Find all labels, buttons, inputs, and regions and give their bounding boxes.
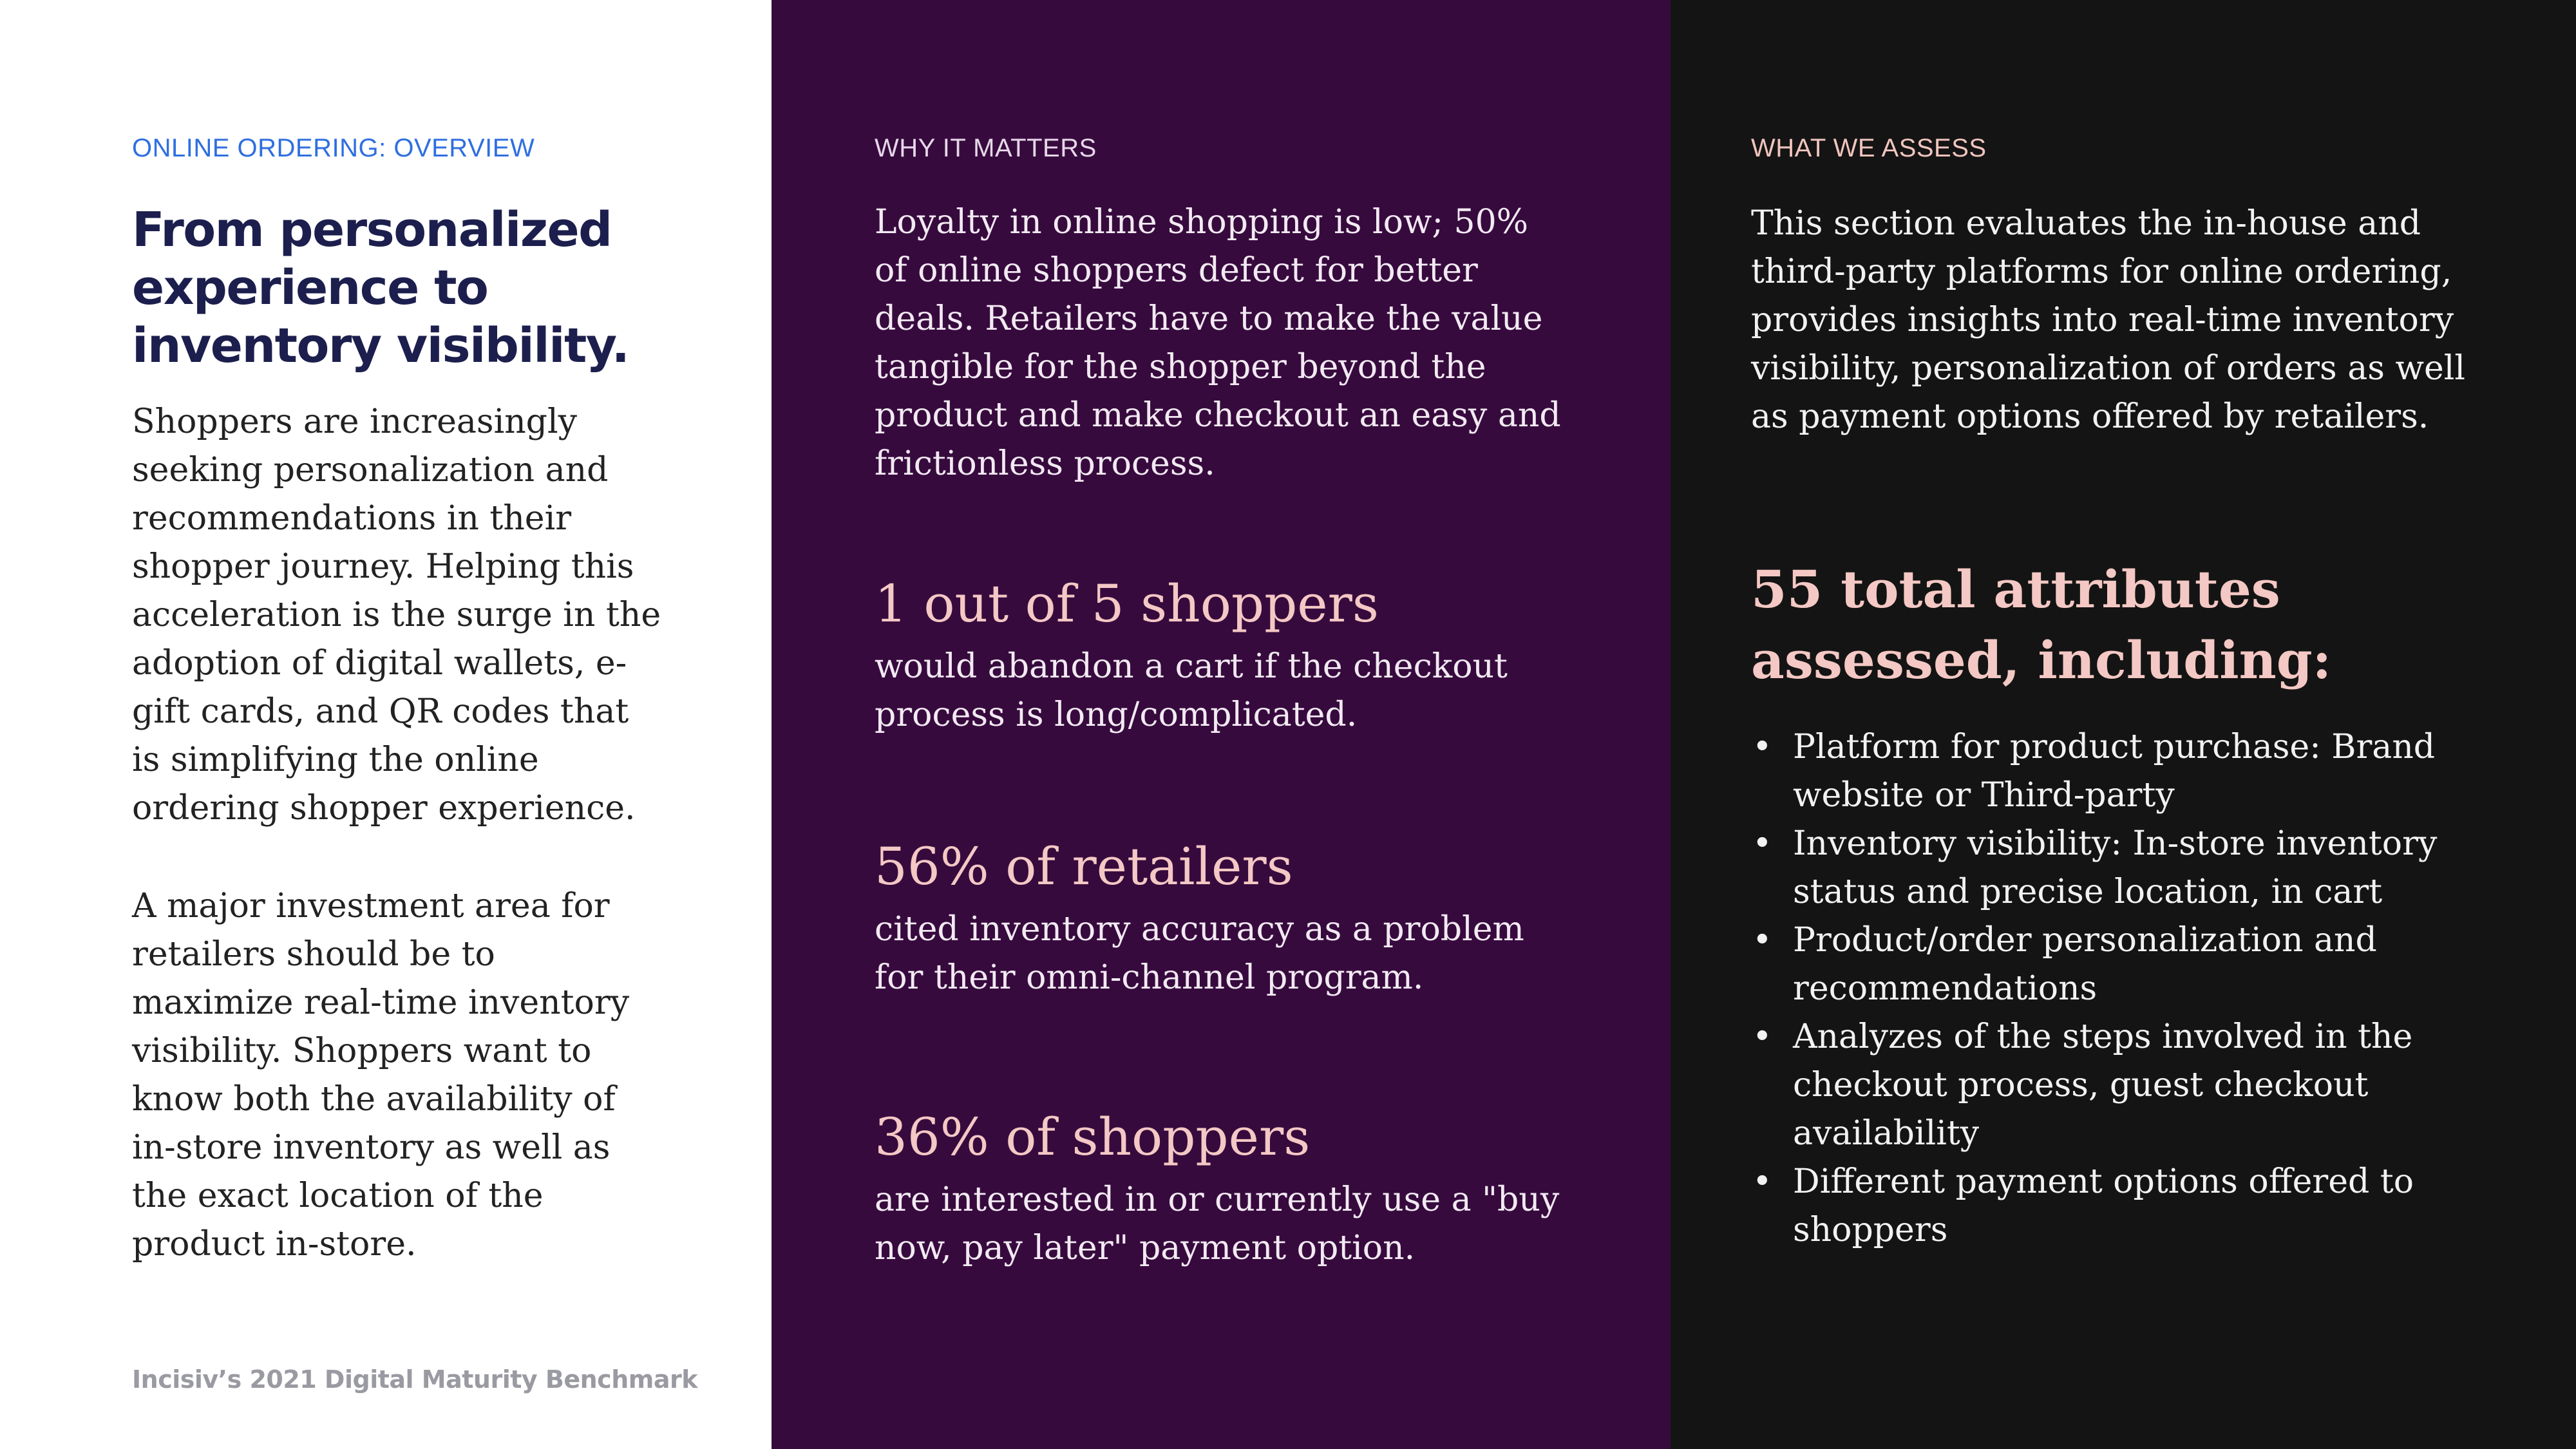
overview-paragraph-2: A major investment area for retailers should be to maximize real-time inventory visibility. Shoppers want to know both the availability of in-store inventory as well as the exact location of the product in-store. xyxy=(132,887,630,1264)
bullet-icon: • xyxy=(1752,1018,1772,1056)
list-item-text: Product/order personalization and recommendations xyxy=(1793,921,2377,1008)
stat-description: cited inventory accuracy as a problem for their omni-channel program. xyxy=(875,910,1524,997)
list-item xyxy=(1751,916,2492,1013)
what-we-assess-kicker: WHAT WE ASSESS xyxy=(1751,134,1987,162)
list-item xyxy=(1751,820,2492,916)
stat-value: 1 out of 5 shoppers xyxy=(875,574,1379,634)
list-item xyxy=(1751,1013,2492,1158)
bullet-icon: • xyxy=(1752,921,1772,960)
list-item xyxy=(1751,1158,2492,1255)
stat-value: 56% of retailers xyxy=(875,837,1293,896)
list-item-text: Platform for product purchase: Brand website or Third-party xyxy=(1793,728,2436,815)
overview-paragraph-1: Shoppers are increasingly seeking personalization and recommendations in their shopper journey. Helping this acceleration is the surge in the adoption of digital wallets, e-gift cards, and QR codes that is simplifying the online ordering shopper experience. xyxy=(132,402,661,828)
footer-source: Incisiv’s 2021 Digital Maturity Benchmark xyxy=(132,1365,698,1394)
list-item-text: Analyzes of the steps involved in the checkout process, guest checkout availability xyxy=(1793,1018,2413,1153)
list-item-text: Inventory visibility: In-store inventory status and precise location, in cart xyxy=(1793,824,2438,911)
why-it-matters-intro: Loyalty in online shopping is low; 50% of online shoppers defect for better deals. Retailers have to make the value tangible for the shopper beyond the product and make checkout an easy and frictionless process. xyxy=(875,203,1561,483)
bullet-icon: • xyxy=(1752,728,1772,766)
page-title: From personalized experience to inventory visibility. xyxy=(132,202,629,374)
bullet-icon: • xyxy=(1752,1162,1772,1201)
why-it-matters-panel xyxy=(772,0,1671,1449)
section-kicker: ONLINE ORDERING: OVERVIEW xyxy=(132,134,535,162)
stat-description: would abandon a cart if the checkout process is long/complicated. xyxy=(875,647,1508,734)
bullet-icon: • xyxy=(1752,824,1772,863)
overview-panel xyxy=(0,0,772,1449)
attributes-list xyxy=(1751,723,2492,1255)
list-item-text: Different payment options offered to shoppers xyxy=(1793,1162,2414,1249)
attributes-heading: 55 total attributes assessed, including: xyxy=(1751,559,2332,690)
what-we-assess-intro: This section evaluates the in-house and third-party platforms for online ordering, provides insights into real-time inventory visibility, personalization of orders as well as payment options offered by retailers. xyxy=(1751,204,2465,436)
list-item xyxy=(1751,723,2492,820)
why-it-matters-kicker: WHY IT MATTERS xyxy=(875,134,1097,162)
stat-description: are interested in or currently use a "buy now, pay later" payment option. xyxy=(875,1180,1560,1267)
what-we-assess-panel xyxy=(1671,0,2576,1449)
stat-value: 36% of shoppers xyxy=(875,1107,1311,1167)
